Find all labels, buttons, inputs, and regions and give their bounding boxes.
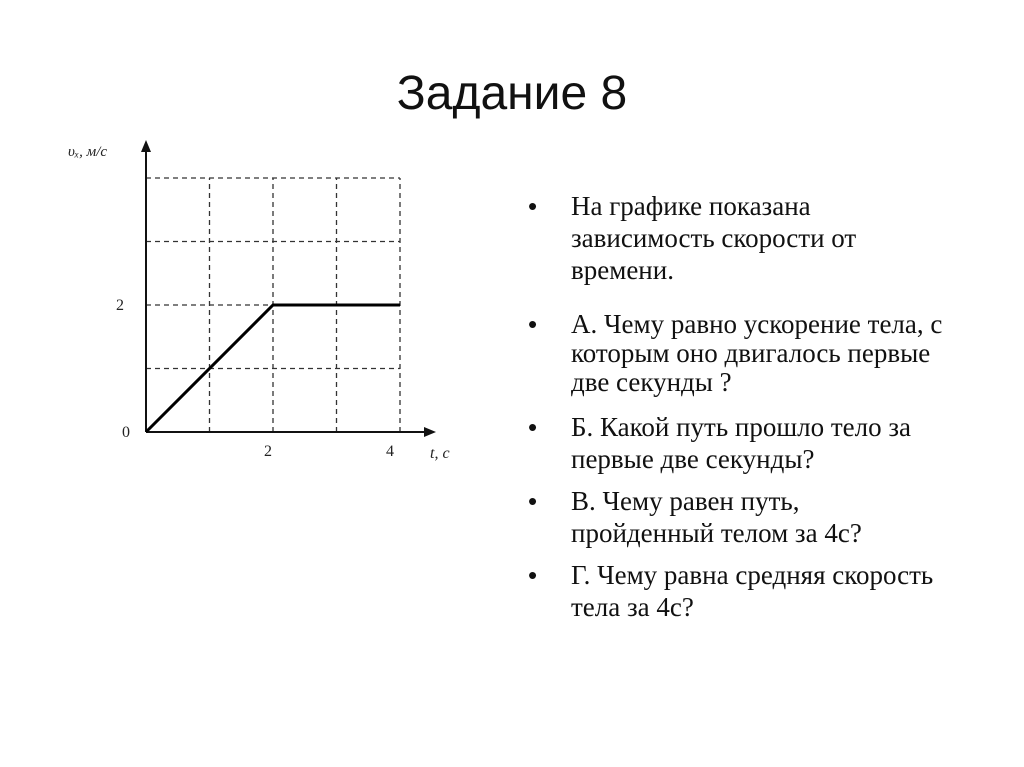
y-axis-arrow-icon xyxy=(141,140,151,152)
bullet-intro: • На графике показана зависимость скорости от времени. xyxy=(528,190,948,286)
bullet-question-d: • Г. Чему равна средняя скорость тела за 4с? xyxy=(528,559,948,623)
bullet-question-b: • Б. Какой путь прошло тело за первые две секунды? xyxy=(528,411,948,475)
x-axis-arrow-icon xyxy=(424,427,436,437)
slide-title: Задание 8 xyxy=(396,67,628,120)
y-tick-2: 2 xyxy=(116,297,124,314)
x-axis-label: t, c xyxy=(430,445,450,462)
bullet-question-c: • В. Чему равен путь, пройденный телом за 4с? xyxy=(528,485,948,549)
question-list xyxy=(528,190,948,623)
velocity-time-graph xyxy=(68,130,478,475)
y-axis-label-text: υₓ, м/с xyxy=(68,144,108,160)
bullet-question-a: • А. Чему равно ускорение тела, с которым оно двигалось первые две секунды ? xyxy=(528,310,948,397)
x-tick-2: 2 xyxy=(264,443,272,460)
origin-label: 0 xyxy=(122,424,130,441)
x-tick-4: 4 xyxy=(386,443,394,460)
